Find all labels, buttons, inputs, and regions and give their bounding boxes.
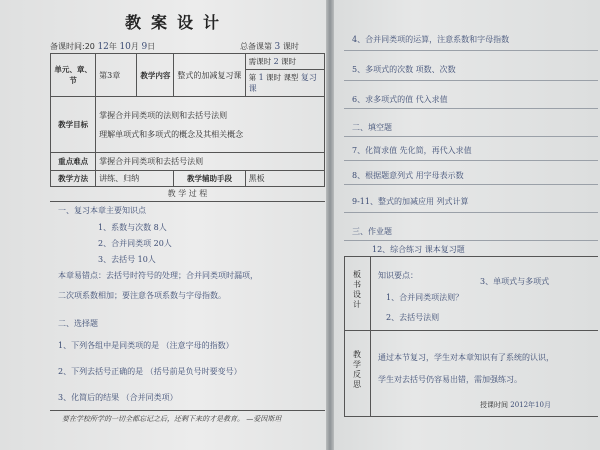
right-line: 7、化简求值 先化简，再代入求值: [352, 146, 472, 155]
board-line: 3、单项式与多项式: [480, 277, 550, 286]
goal-label: 教学目标: [51, 97, 96, 153]
ruled-line: [344, 240, 598, 241]
right-line: 5、多项式的次数 项数、次数: [352, 65, 456, 74]
right-line: 12、综合练习 课本复习题: [372, 245, 465, 254]
ruled-line: [344, 160, 598, 161]
board-line: 2、去括号法则: [386, 313, 440, 322]
content-value: 整式的加减复习课: [174, 54, 245, 97]
book-gutter: [326, 0, 334, 450]
body-line: 3、去括号 10人: [98, 255, 156, 264]
page-title: 教案设计: [125, 13, 230, 32]
lesson-plan-form: [50, 53, 325, 187]
ruled-line: [344, 50, 598, 51]
body-line: 二次项系数相加；要注意各项系数与字母指数。: [58, 291, 226, 300]
bottom-rule: [50, 410, 325, 411]
aid-label: 教学辅助手段: [174, 171, 245, 187]
ruled-line: [344, 184, 598, 185]
key-label: 重点难点: [51, 153, 96, 171]
body-line: 一、复习本章主要知识点: [58, 206, 146, 215]
goal-value: 掌握合并同类项的法则和去括号法则 理解单项式和多项式的概念及其相关概念: [96, 97, 325, 153]
prep-date: 备课时间:20 12年 10月 9日: [50, 42, 156, 52]
body-line: 二、选择题: [58, 319, 98, 328]
method-value: 讲练、归纳: [96, 171, 174, 187]
reflection-line: 通过本节复习，学生对本章知识有了系统的认识，: [378, 353, 554, 362]
box-border: [344, 416, 598, 417]
box-border: [344, 256, 345, 416]
box-border: [370, 256, 371, 416]
right-line: 三、作业题: [352, 227, 392, 236]
box-border: [344, 330, 598, 331]
right-line: 二、填空题: [352, 123, 392, 132]
lesson-count-cell: 需课时 2 课时 第 1 课时 课型 复习课: [245, 54, 324, 97]
body-line: 1、下列各组中是同类项的是 （注意字母的指数）: [58, 341, 234, 350]
ruled-line: [344, 212, 598, 213]
box-border: [344, 256, 598, 257]
body-line: 2、合并同类项 20人: [98, 239, 172, 248]
right-line: 8、根据题意列式 用字母表示数: [352, 171, 464, 180]
body-line: 本章易错点：去括号时符号的处理；合并同类项时漏项，: [58, 271, 258, 280]
body-line: 2、下列去括号正确的是 （括号前是负号时要变号）: [58, 367, 242, 376]
unit-value: 第3章: [96, 54, 137, 97]
method-label: 教学方法: [51, 171, 96, 187]
aid-value: 黑板: [245, 171, 324, 187]
content-label: 教学内容: [137, 54, 174, 97]
board-line: 1、合并同类项法则？: [386, 293, 464, 302]
total-lessons: 总备课第 3 课时: [240, 42, 299, 52]
right-line: 9-11、整式的加减应用 列式计算: [352, 197, 469, 206]
unit-label: 单元、章、节: [51, 54, 96, 97]
process-heading: 教 学 过 程: [50, 188, 325, 202]
board-line: 知识要点：: [378, 271, 418, 280]
reflection-label: 教学反思: [353, 350, 361, 389]
body-line: 3、化简后的结果 （合并同类项）: [58, 393, 178, 402]
ruled-line: [344, 80, 598, 81]
key-value: 掌握合并同类项和去括号法则: [96, 153, 325, 171]
ruled-line: [344, 108, 598, 109]
right-line: 4、合并同类项的运算，注意系数和字母指数: [352, 35, 510, 44]
body-line: 1、系数与次数 8人: [98, 223, 167, 232]
page-footer-quote: 要在学校所学的一切全都忘记之后，还剩下来的才是教育。 —爱因斯坦: [62, 415, 282, 423]
right-line: 6、求多项式的值 代入求值: [352, 95, 448, 104]
ruled-line: [344, 136, 598, 137]
board-design-label: 板书设计: [353, 270, 361, 309]
teaching-date: 授课时间 2012年10月: [480, 401, 551, 409]
reflection-line: 学生对去括号仍容易出错，需加强练习。: [378, 375, 522, 384]
